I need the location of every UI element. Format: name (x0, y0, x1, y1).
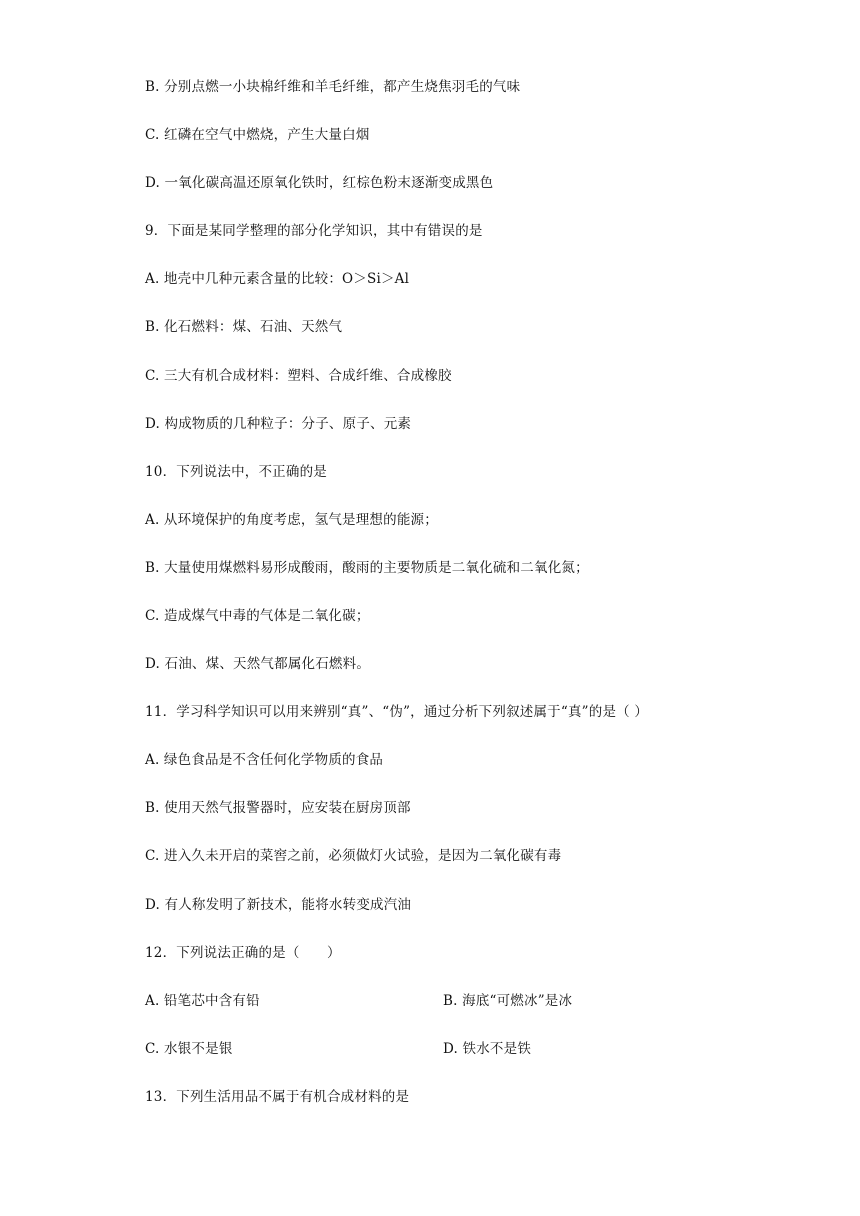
q8-option-d: D. 一氧化碳高温还原氧化铁时，红棕色粉末逐渐变成黑色 (145, 175, 494, 191)
q12-option-c: C. 水银不是银 (145, 1041, 233, 1057)
q9-option-a: A. 地壳中几种元素含量的比较：O＞Si＞Al (145, 271, 410, 287)
q10-stem: 10．下列说法中，不正确的是 (145, 464, 327, 480)
q10-option-c: C. 造成煤气中毒的气体是二氧化碳； (145, 608, 370, 624)
q10-option-d: D. 石油、煤、天然气都属化石燃料。 (145, 656, 371, 672)
q8-option-c: C. 红磷在空气中燃烧，产生大量白烟 (145, 127, 370, 143)
q12-option-b: B. 海底“可燃冰”是冰 (443, 993, 573, 1009)
q10-option-b: B. 大量使用煤燃料易形成酸雨，酸雨的主要物质是二氧化硫和二氧化氮； (145, 560, 589, 576)
q9-option-c: C. 三大有机合成材料：塑料、合成纤维、合成橡胶 (145, 368, 452, 384)
q13-stem: 13．下列生活用品不属于有机合成材料的是 (145, 1089, 410, 1105)
q9-option-b: B. 化石燃料：煤、石油、天然气 (145, 319, 343, 335)
q12-stem: 12．下列说法正确的是（ ） (145, 945, 341, 961)
q9-option-d: D. 构成物质的几种粒子：分子、原子、元素 (145, 416, 412, 432)
q12-option-a: A. 铅笔芯中含有铅 (145, 993, 260, 1009)
q11-option-c: C. 进入久未开启的菜窖之前，必须做灯火试验，是因为二氧化碳有毒 (145, 848, 562, 864)
q9-stem: 9．下面是某同学整理的部分化学知识，其中有错误的是 (145, 223, 483, 239)
q10-option-a: A. 从环境保护的角度考虑，氢气是理想的能源； (145, 512, 438, 528)
q11-stem: 11．学习科学知识可以用来辨别“真”、“伪”，通过分析下列叙述属于“真”的是（ ） (145, 704, 649, 720)
q11-option-a: A. 绿色食品是不含任何化学物质的食品 (145, 752, 384, 768)
q11-option-b: B. 使用天然气报警器时，应安装在厨房顶部 (145, 800, 411, 816)
q8-option-b: B. 分别点燃一小块棉纤维和羊毛纤维，都产生烧焦羽毛的气味 (145, 79, 521, 95)
q11-option-d: D. 有人称发明了新技术，能将水转变成汽油 (145, 897, 412, 913)
q12-option-d: D. 铁水不是铁 (443, 1041, 532, 1057)
